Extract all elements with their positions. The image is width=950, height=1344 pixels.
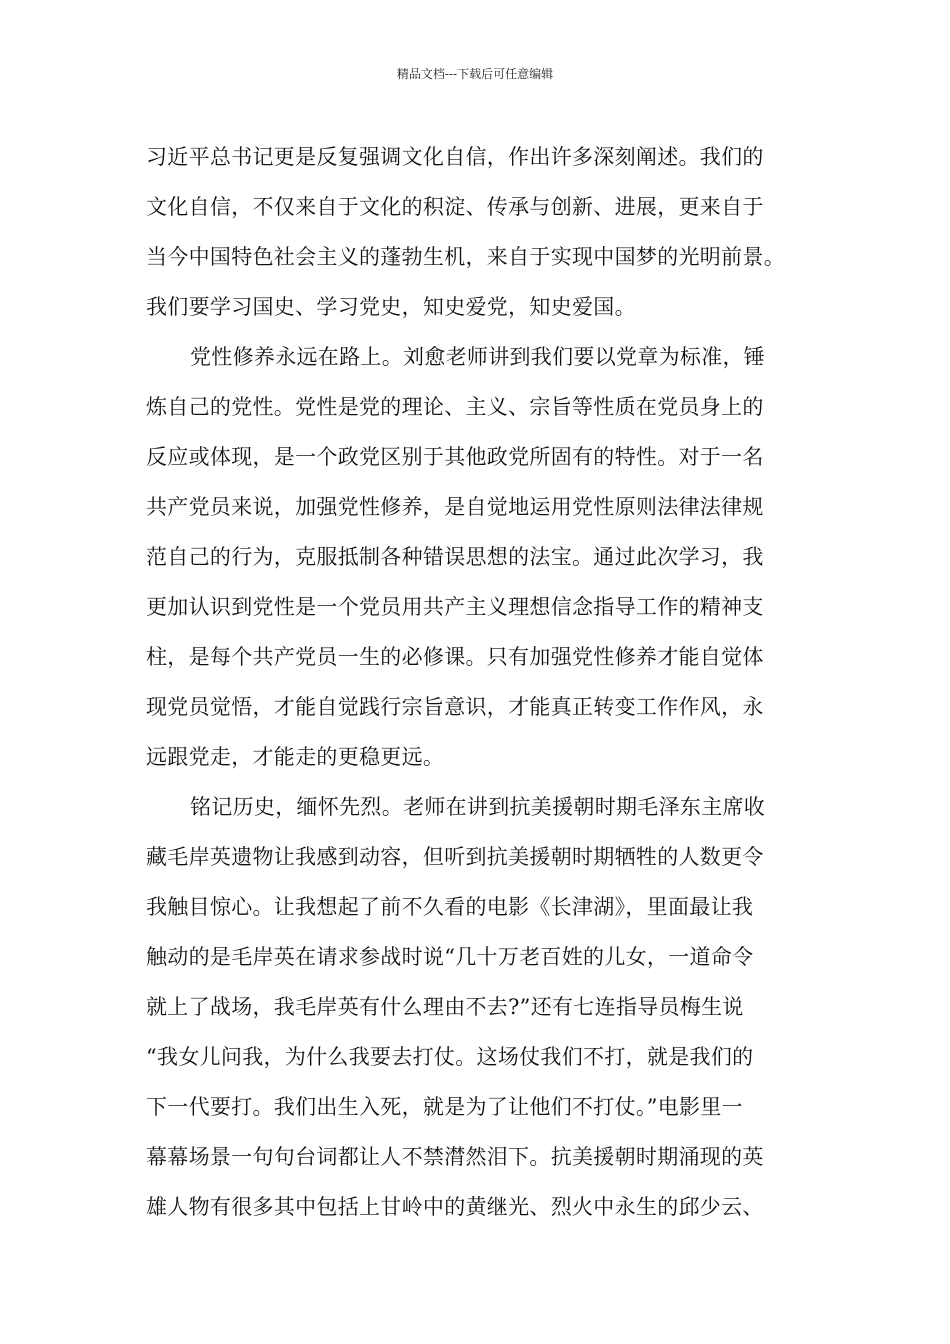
paragraph-2-line-5: 范自己的行为，克服抵制各种错误思想的法宝。通过此次学习，我 <box>146 545 764 569</box>
paragraph-3-line-4: 触动的是毛岸英在请求参战时说“几十万老百姓的儿女，一道命令 <box>146 945 754 969</box>
paragraph-2-line-7: 柱，是每个共产党员一生的必修课。只有加强党性修养才能自觉体 <box>146 645 764 669</box>
paragraph-2-line-8: 现党员觉悟，才能自觉践行宗旨意识，才能真正转变工作作风，永 <box>146 695 764 719</box>
paragraph-3-line-7: 下一代要打。我们出生入死，就是为了让他们不打仗。”电影里一 <box>146 1095 743 1119</box>
paragraph-1-line-2: 文化自信，不仅来自于文化的积淀、传承与创新、进展，更来自于 <box>146 195 764 219</box>
paragraph-3-line-1: 铭记历史，缅怀先烈。老师在讲到抗美援朝时期毛泽东主席收 <box>190 795 766 819</box>
paragraph-2-line-2: 炼自己的党性。党性是党的理论、主义、宗旨等性质在党员身上的 <box>146 395 764 419</box>
paragraph-2-line-6: 更加认识到党性是一个党员用共产主义理想信念指导工作的精神支 <box>146 595 764 619</box>
paragraph-1-line-1: 习近平总书记更是反复强调文化自信，作出许多深刻阐述。我们的 <box>146 145 764 169</box>
paragraph-2-line-9: 远跟党走，才能走的更稳更远。 <box>146 745 445 769</box>
paragraph-3-line-9: 雄人物有很多其中包括上甘岭中的黄继光、烈火中永生的邱少云、 <box>146 1195 764 1219</box>
paragraph-2-line-1: 党性修养永远在路上。刘愈老师讲到我们要以党章为标准，锤 <box>190 345 766 369</box>
paragraph-1-line-4: 我们要学习国史、学习党史，知史爱党，知史爱国。 <box>146 295 636 319</box>
page-header: 精品文档---下载后可任意编辑 <box>396 67 554 81</box>
document-body <box>146 132 826 1232</box>
paragraph-2-line-4: 共产党员来说，加强党性修养，是自觉地运用党性原则法律法律规 <box>146 495 764 519</box>
paragraph-3-line-6: “我女儿问我，为什么我要去打仗。这场仗我们不打，就是我们的 <box>146 1045 754 1069</box>
paragraph-3-line-3: 我触目惊心。让我想起了前不久看的电影《长津湖》，里面最让我 <box>146 895 754 919</box>
paragraph-2-line-3: 反应或体现，是一个政党区别于其他政党所固有的特性。对于一名 <box>146 445 764 469</box>
paragraph-3-line-8: 幕幕场景一句句台词都让人不禁潸然泪下。抗美援朝时期涌现的英 <box>146 1145 764 1169</box>
paragraph-3-line-2: 藏毛岸英遗物让我感到动容，但听到抗美援朝时期牺牲的人数更令 <box>146 845 764 869</box>
paragraph-1-line-3: 当今中国特色社会主义的蓬勃生机，来自于实现中国梦的光明前景。 <box>146 245 785 269</box>
paragraph-3-line-5: 就上了战场，我毛岸英有什么理由不去?”还有七连指导员梅生说 <box>146 995 744 1019</box>
